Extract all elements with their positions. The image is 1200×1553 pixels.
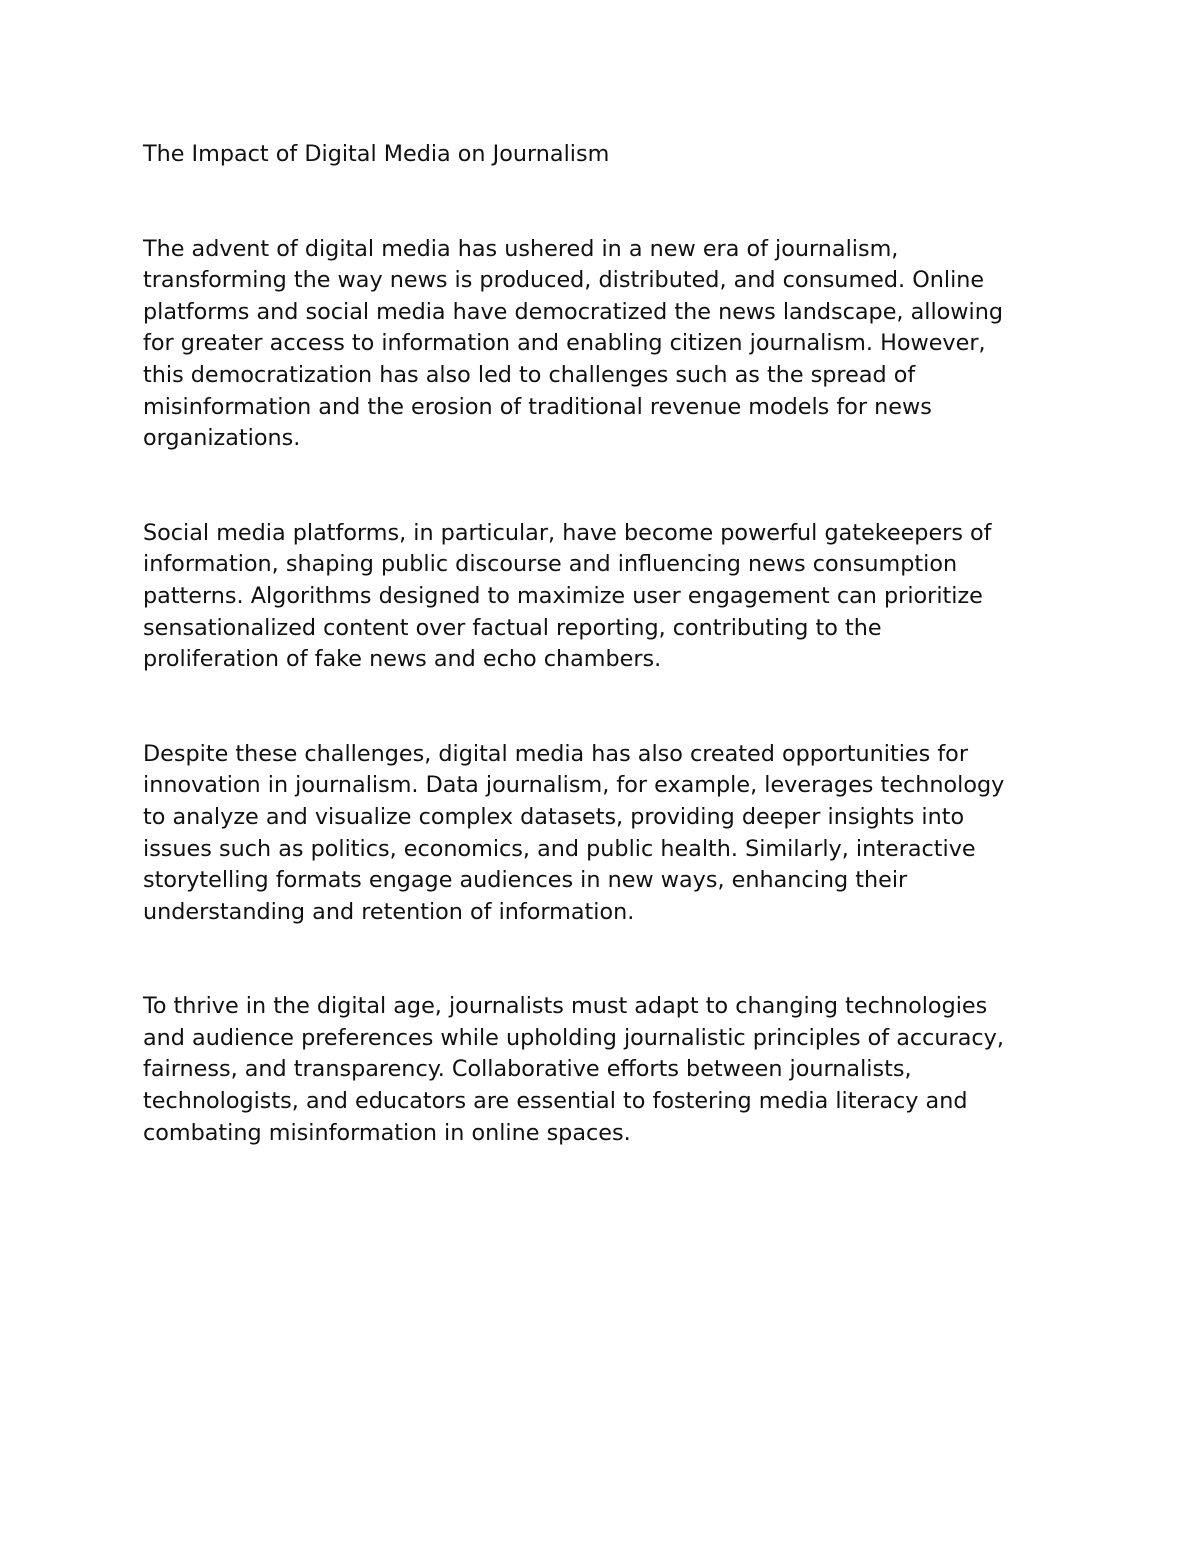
text-line: organizations. <box>143 425 301 452</box>
text-line: fairness, and transparency. Collaborative efforts between journalists, <box>143 1056 912 1083</box>
text-line: and audience preferences while upholding journalistic principles of accuracy, <box>143 1024 1004 1051</box>
text-line: misinformation and the erosion of traditional revenue models for news <box>143 393 932 420</box>
text-line: Social media platforms, in particular, have become powerful gatekeepers of <box>143 519 992 546</box>
text-line: Despite these challenges, digital media has also created opportunities for <box>143 740 968 767</box>
text-line: platforms and social media have democratized the news landscape, allowing <box>143 298 1003 325</box>
text-line: The advent of digital media has ushered in a new era of journalism, <box>143 235 899 262</box>
text-line: information, shaping public discourse and influencing news consumption <box>143 551 958 578</box>
text-line: storytelling formats engage audiences in new ways, enhancing their <box>143 867 908 894</box>
text-line: for greater access to information and enabling citizen journalism. However, <box>143 330 986 357</box>
text-line: understanding and retention of information. <box>143 898 635 925</box>
paragraph-4 <box>143 991 1073 1149</box>
text-line: issues such as politics, economics, and public health. Similarly, interactive <box>143 835 976 862</box>
paragraph-2 <box>143 518 1073 676</box>
paragraph-3 <box>143 739 1073 929</box>
text-line: sensationalized content over factual reporting, contributing to the <box>143 614 882 641</box>
text-line: this democratization has also led to challenges such as the spread of <box>143 361 916 388</box>
text-line: innovation in journalism. Data journalism, for example, leverages technology <box>143 772 1005 799</box>
text-line: To thrive in the digital age, journalists must adapt to changing technologies <box>143 993 988 1020</box>
text-line: transforming the way news is produced, distributed, and consumed. Online <box>143 267 985 294</box>
paragraph-1 <box>143 234 1073 455</box>
text-line: patterns. Algorithms designed to maximize user engagement can prioritize <box>143 582 983 609</box>
text-line: to analyze and visualize complex datasets, providing deeper insights into <box>143 803 965 830</box>
text-line: proliferation of fake news and echo chambers. <box>143 646 662 673</box>
text-line: combating misinformation in online spaces. <box>143 1119 631 1146</box>
document-body <box>143 139 1073 1212</box>
text-line: technologists, and educators are essential to fostering media literacy and <box>143 1088 968 1115</box>
document-title: The Impact of Digital Media on Journalism <box>143 141 610 167</box>
